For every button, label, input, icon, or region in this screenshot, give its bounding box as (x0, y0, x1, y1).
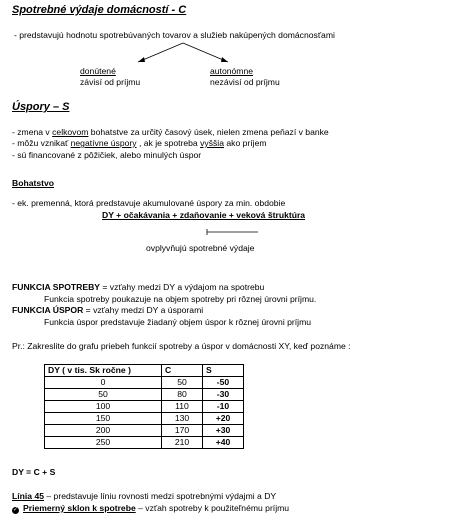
savings-line-2-mid: , ak je spotreba (136, 138, 201, 148)
table-header-dy: DY ( v tis. Sk ročne ) (45, 365, 162, 377)
table-cell: +30 (203, 425, 244, 437)
table-cell: 210 (162, 437, 203, 449)
table-cell: 150 (45, 413, 162, 425)
consumption-function-label: FUNKCIA SPOTREBY (12, 282, 101, 292)
wealth-caption: ovplyvňujú spotrebné výdaje (146, 243, 255, 253)
heading-wealth: Bohatstvo (12, 178, 55, 188)
branch-forced (80, 66, 140, 87)
table-header-c: C (162, 365, 203, 377)
table-row (45, 425, 244, 437)
table-row (45, 413, 244, 425)
wealth-definition: - ek. premenná, ktorá predstavuje akumulované úspory za min. obdobie (12, 198, 286, 208)
branch-autonomous-title: autonómne (210, 66, 254, 76)
savings-line-2-prefix: - môžu vznikať (12, 138, 71, 148)
savings-line-3: - sú financované z pôžičiek, alebo minulých úspor (12, 150, 202, 160)
table-cell: 200 (45, 425, 162, 437)
table-cell: 80 (162, 389, 203, 401)
table-row (45, 389, 244, 401)
savings-line-1-prefix: - zmena v (12, 127, 53, 137)
table-cell: 100 (45, 401, 162, 413)
table-header-s: S (203, 365, 244, 377)
savings-line-2-underlined: negatívne úspory (70, 138, 137, 148)
table-cell: 110 (162, 401, 203, 413)
table-cell: 0 (45, 377, 162, 389)
savings-function-label: FUNKCIA ÚSPOR (12, 305, 84, 315)
savings-line-1-suffix: bohatstve za určitý časový úsek, nielen zmena peňazí v banke (88, 127, 329, 137)
branch-autonomous (210, 66, 280, 87)
table-row (45, 401, 244, 413)
table-cell: +20 (203, 413, 244, 425)
bullet-icon: ✓ (12, 507, 19, 513)
consumption-function-detail: Funkcia spotreby poukazuje na objem spotreby pri rôznej úrovni príjmu. (44, 294, 317, 304)
table-cell: 250 (45, 437, 162, 449)
savings-line-1-underlined: celkovom (52, 127, 89, 137)
savings-line-2-suffix: ako príjem (224, 138, 267, 148)
consumption-definition: - predstavujú hodnotu spotrebúvaných tovarov a služieb nakúpených domácnosťami (14, 30, 335, 40)
line45-label: Línia 45 (12, 491, 44, 501)
savings-line-2 (12, 138, 267, 149)
table-cell: -30 (203, 389, 244, 401)
table-cell: -10 (203, 401, 244, 413)
task-text: Pr.: Zakreslite do grafu priebeh funkcií spotreby a úspor v domácnosti XY, keď poznáme : (12, 341, 351, 351)
mpc-label: Priemerný sklon k spotrebe (23, 503, 136, 513)
data-table (44, 364, 244, 449)
table-row (45, 377, 244, 389)
branch-forced-subtitle: závisí od príjmu (80, 76, 141, 87)
consumption-function (12, 282, 264, 293)
table-header-row (45, 365, 244, 377)
identity-equation: DY = C + S (12, 467, 56, 477)
mpc-text: – vzťah spotreby k použiteľnému príjmu (135, 503, 290, 513)
table-cell: +40 (203, 437, 244, 449)
table-cell: 170 (162, 425, 203, 437)
heading-consumption: Spotrebné výdaje domácností - C (12, 4, 187, 16)
savings-line-2-underlined-2: vyššia (200, 138, 224, 148)
wealth-formula: DY + očakávania + zdaňovanie + veková štruktúra (102, 210, 306, 220)
branch-forced-title: donútené (80, 66, 116, 76)
table-row (45, 437, 244, 449)
table-cell: 50 (45, 389, 162, 401)
consumption-function-text: = vzťahy medzi DY a výdajom na spotrebu (100, 282, 265, 292)
branch-autonomous-subtitle: nezávisí od príjmu (210, 76, 280, 87)
heading-savings: Úspory – S (12, 101, 70, 113)
savings-function-detail: Funkcia úspor predstavuje žiadaný objem úspor k rôznej úrovni príjmu (44, 317, 312, 327)
mpc-note (12, 503, 289, 514)
table-cell: 130 (162, 413, 203, 425)
table-cell: 50 (162, 377, 203, 389)
table-cell: -50 (203, 377, 244, 389)
line45-note (12, 491, 276, 502)
savings-function (12, 305, 203, 316)
savings-function-text: = vzťahy medzi DY a úsporami (83, 305, 204, 315)
line45-text: – predstavuje líniu rovnosti medzi spotrebnými výdajmi a DY (44, 491, 277, 501)
savings-line-1 (12, 127, 329, 138)
